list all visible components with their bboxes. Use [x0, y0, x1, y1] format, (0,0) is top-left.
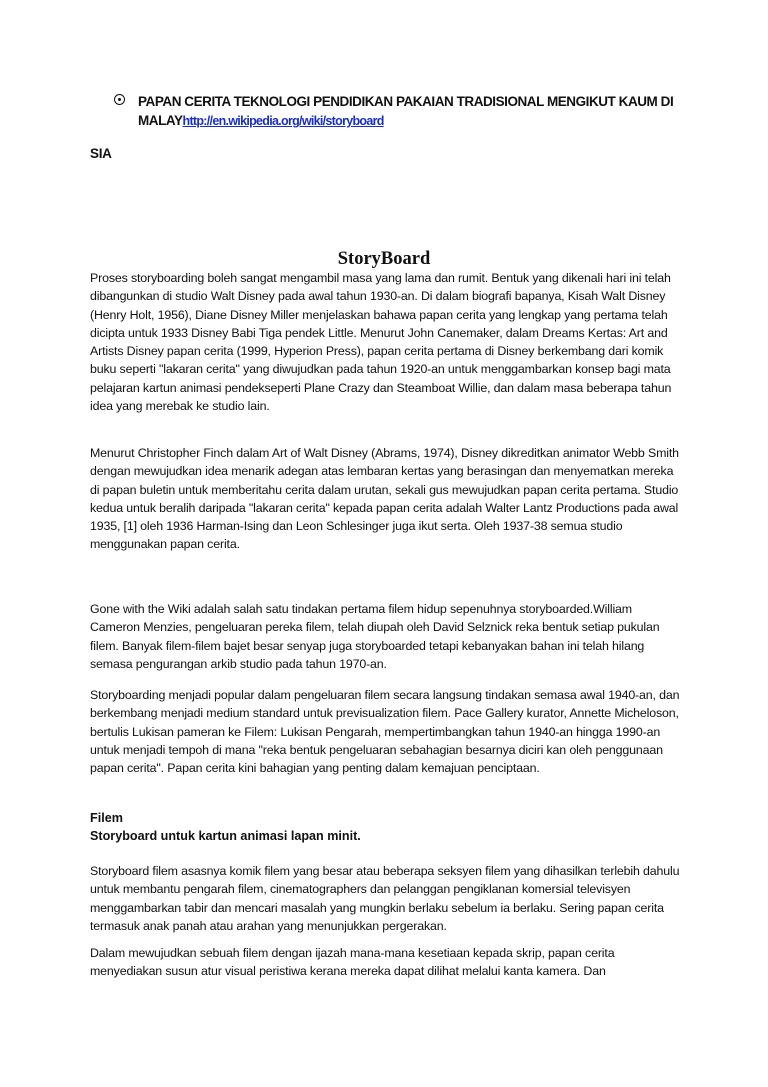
- paragraph-3: Gone with the Wiki adalah salah satu tindakan pertama filem hidup sepenuhnya storyboarded.William Cameron Menzies, pengeluaran pereka filem, telah diupah oleh David Selznick reka bentuk setiap pukulan filem. Banyak filem-filem bajet besar senyap juga storyboarded tetapi kebanyakan bahan ini telah hilang semasa pengurangan arkib studio pada tahun 1970-an.: [90, 602, 660, 671]
- page-title: StoryBoard: [337, 249, 431, 269]
- header-bullet: [116, 92, 716, 131]
- radio-bullet-icon: [114, 94, 125, 105]
- section-heading-filem: Filem: [90, 811, 123, 825]
- paragraph-1: Proses storyboarding boleh sangat mengambil masa yang lama dan rumit. Bentuk yang dikenali hari ini telah dibangunkan di studio Walt Disney pada awal tahun 1930-an. Di dalam biografi bapanya, Kisah Walt Disney (Henry Holt, 1956), Diane Disney Miller menjelaskan bahawa papan cerita yang lengkap yang pertama telah dicipta untuk 1933 Disney Babi Tiga pendek Little. Menurut John Canemaker, dalam Dreams Kertas: Art and Artists Disney papan cerita (1999, Hyperion Press), papan cerita pertama di Disney berkembang dari komik buku seperti "lakaran cerita" yang diwujudkan pada tahun 1920-an untuk menggambarkan konsep bagi mata pelajaran kartun animasi pendekseperti Plane Crazy dan Steamboat Willie, dan dalam masa beberapa tahun idea yang merebak ke studio lain.: [90, 271, 672, 414]
- paragraph-6: Dalam mewujudkan sebuah filem dengan ijazah mana-mana kesetiaan kepada skrip, papan cerita menyediakan susun atur visual peristiwa kerana mereka dapat dilihat melalui kanta kamera. Dan: [90, 946, 615, 979]
- section-subheading: Storyboard untuk kartun animasi lapan minit.: [90, 829, 361, 843]
- header-title: PAPAN CERITA TEKNOLOGI PENDIDIKAN PAKAIAN TRADISIONAL MENGIKUT KAUM DI MALAY: [138, 94, 674, 128]
- wikipedia-link[interactable]: http://en.wikipedia.org/wiki/storyboard: [182, 114, 384, 128]
- paragraph-2: Menurut Christopher Finch dalam Art of Walt Disney (Abrams, 1974), Disney dikreditkan animator Webb Smith dengan mewujudkan idea menarik adegan atas lembaran kertas yang berasingan dan menyematkan mereka di papan buletin untuk memberitahu cerita dalam urutan, sekali gus mewujudkan papan cerita pertama. Studio kedua untuk beralih daripada "lakaran cerita" kepada papan cerita adalah Walter Lantz Productions pada awal 1935, [1] oleh 1936 Harman-Ising dan Leon Schlesinger juga ikut serta. Oleh 1937-38 semua studio menggunakan papan cerita.: [90, 446, 679, 552]
- header-bullet-text: [138, 92, 716, 131]
- paragraph-4: Storyboarding menjadi popular dalam pengeluaran filem secara langsung tindakan semasa awal 1940-an, dan berkembang menjadi medium standard untuk previsualization filem. Pace Gallery kurator, Annette Micheloson, bertulis Lukisan pameran ke Filem: Lukisan Pengarah, mempertimbangkan tahun 1940-an hingga 1990-an untuk menjadi tempoh di mana "reka bentuk pengeluaran sebahagian besarnya diciri kan oleh penggunaan papan cerita". Papan cerita kini bahagian yang penting dalam kemajuan penciptaan.: [90, 688, 680, 776]
- header-sia: SIA: [90, 146, 112, 161]
- paragraph-5: Storyboard filem asasnya komik filem yang besar atau beberapa seksyen filem yang dihasilkan terlebih dahulu untuk membantu pengarah filem, cinematographers dan pelanggan pengiklanan komersial televisyen menggambarkan tabir dan mencari masalah yang mungkin berlaku sebelum ia berlaku. Sering papan cerita termasuk anak panah atau arahan yang menunjukkan pergerakan.: [90, 864, 680, 933]
